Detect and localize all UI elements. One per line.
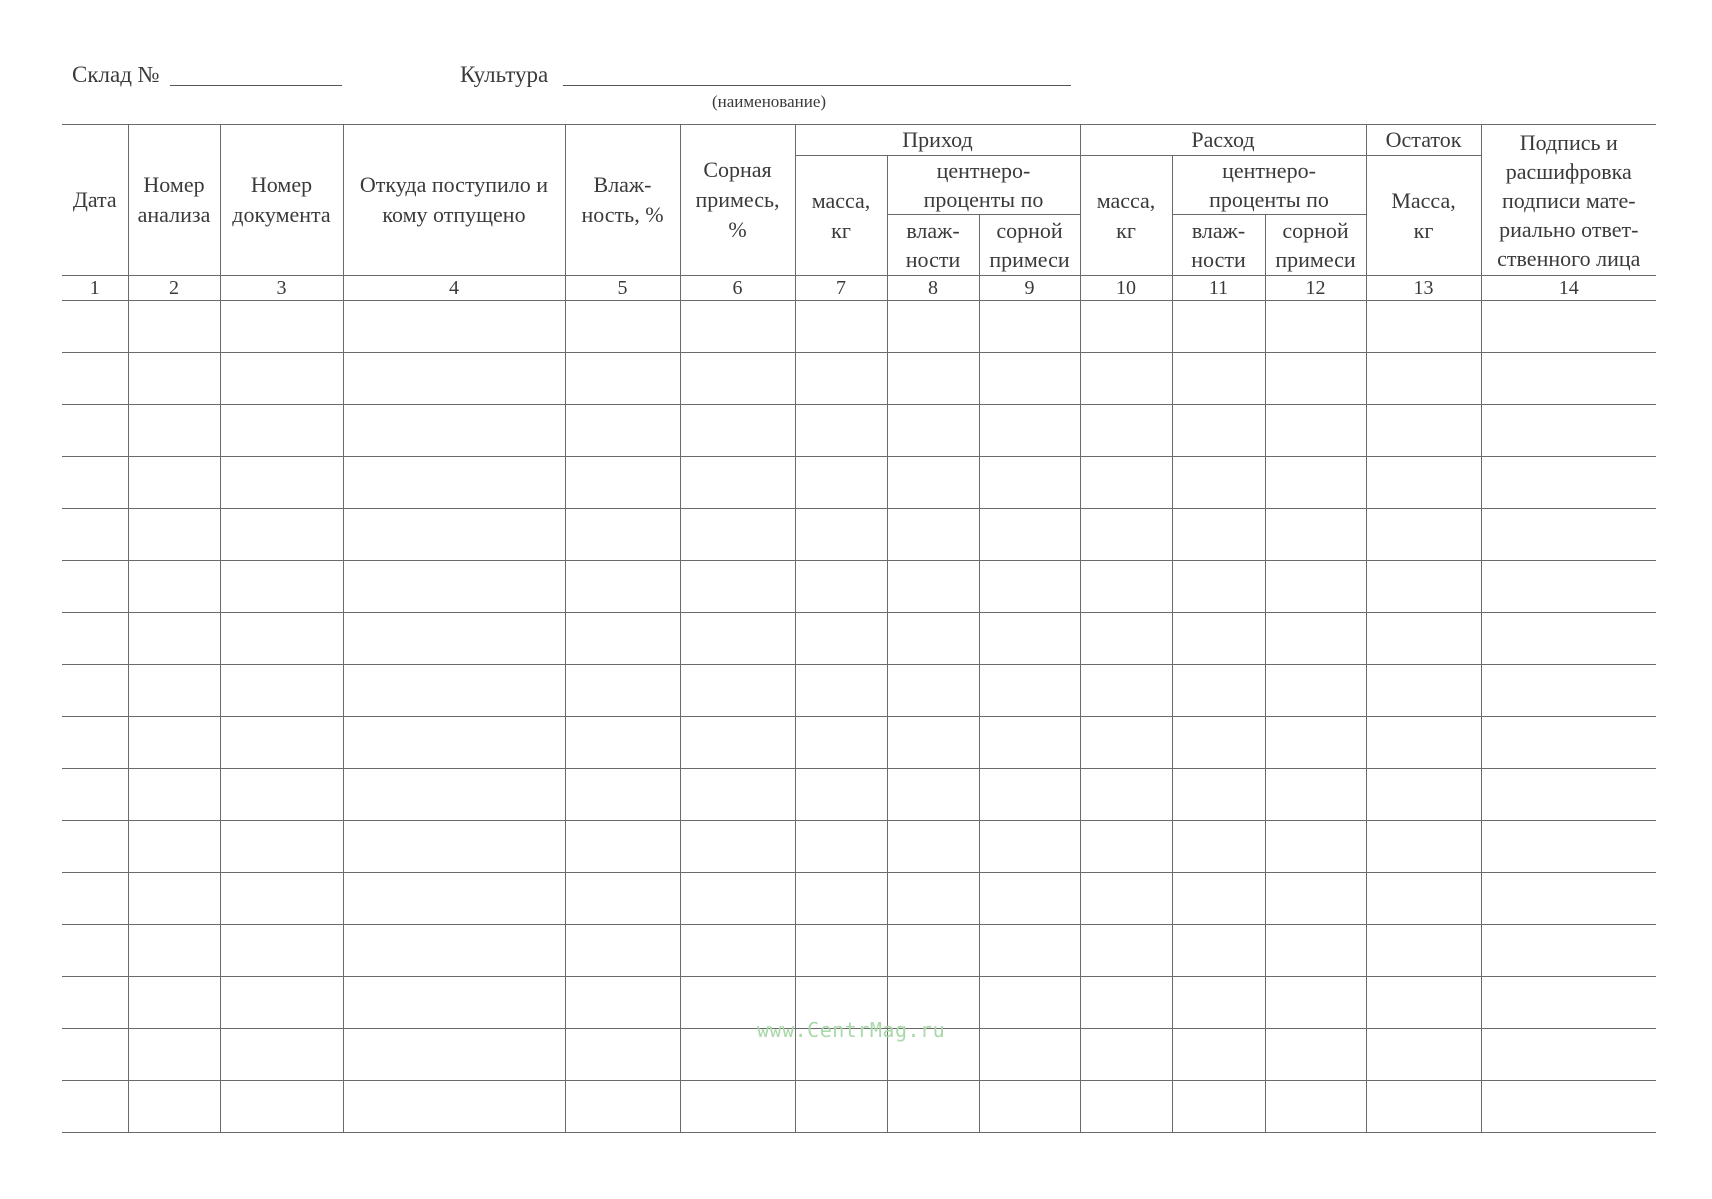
table-cell[interactable] [979,717,1080,769]
table-row [62,717,1656,769]
table-cell[interactable] [887,873,979,925]
column-number: 13 [1366,276,1481,301]
table-cell[interactable] [220,1029,343,1081]
table-cell[interactable] [1366,613,1481,665]
column-number: 10 [1080,276,1172,301]
table-cell[interactable] [62,821,128,873]
table-cell[interactable] [1481,509,1656,561]
table-cell[interactable] [1366,925,1481,977]
table-cell[interactable] [1080,509,1172,561]
table-cell[interactable] [62,717,128,769]
table-cell[interactable] [680,301,795,353]
table-cell[interactable] [680,665,795,717]
column-number: 12 [1265,276,1366,301]
table-cell[interactable] [343,353,565,405]
table-row [62,873,1656,925]
table-cell[interactable] [1265,457,1366,509]
table-cell[interactable] [1265,821,1366,873]
table-cell[interactable] [62,769,128,821]
table-cell[interactable] [1172,977,1265,1029]
table-cell[interactable] [1080,665,1172,717]
group-income-header: Приход [795,125,1080,156]
table-cell[interactable] [343,509,565,561]
table-cell[interactable] [1366,665,1481,717]
table-cell[interactable] [795,353,887,405]
table-cell[interactable] [565,873,680,925]
table-cell[interactable] [62,1029,128,1081]
table-cell[interactable] [979,1029,1080,1081]
table-cell[interactable] [128,457,220,509]
table-cell[interactable] [887,457,979,509]
table-cell[interactable] [1366,457,1481,509]
table-cell[interactable] [979,613,1080,665]
table-cell[interactable] [680,769,795,821]
table-cell[interactable] [680,873,795,925]
table-cell[interactable] [62,457,128,509]
table-cell[interactable] [62,301,128,353]
table-cell[interactable] [128,717,220,769]
table-cell[interactable] [565,405,680,457]
table-cell[interactable] [1172,717,1265,769]
table-cell[interactable] [1172,561,1265,613]
table-cell[interactable] [62,561,128,613]
table-cell[interactable] [565,665,680,717]
table-cell[interactable] [887,405,979,457]
table-cell[interactable] [565,509,680,561]
table-cell[interactable] [887,353,979,405]
table-cell[interactable] [1366,769,1481,821]
table-cell[interactable] [343,873,565,925]
table-cell[interactable] [795,821,887,873]
column-number: 7 [795,276,887,301]
table-cell[interactable] [1265,613,1366,665]
table-cell[interactable] [62,873,128,925]
table-cell[interactable] [887,769,979,821]
table-cell[interactable] [1172,457,1265,509]
column-number: 11 [1172,276,1265,301]
table-cell[interactable] [979,353,1080,405]
table-cell[interactable] [1080,717,1172,769]
table-cell[interactable] [1172,1081,1265,1133]
table-cell[interactable] [887,1081,979,1133]
table-cell[interactable] [1080,925,1172,977]
table-cell[interactable] [1265,1029,1366,1081]
table-cell[interactable] [220,925,343,977]
table-cell[interactable] [795,1081,887,1133]
table-row [62,509,1656,561]
table-cell[interactable] [979,457,1080,509]
table-cell[interactable] [1172,301,1265,353]
table-cell[interactable] [220,613,343,665]
table-cell[interactable] [343,821,565,873]
table-cell[interactable] [62,925,128,977]
watermark: www.CentrMag.ru [757,1018,946,1042]
income-by-moisture-header: влаж- ности [887,215,979,276]
table-cell[interactable] [1265,925,1366,977]
table-cell[interactable] [220,977,343,1029]
table-cell[interactable] [128,925,220,977]
table-cell[interactable] [220,769,343,821]
table-cell[interactable] [887,561,979,613]
table-cell[interactable] [1366,561,1481,613]
table-cell[interactable] [128,821,220,873]
table-cell[interactable] [343,561,565,613]
table-cell[interactable] [565,301,680,353]
income-by-impurity-header: сорной примеси [979,215,1080,276]
table-cell[interactable] [1080,1081,1172,1133]
table-cell[interactable] [220,1081,343,1133]
table-cell[interactable] [979,301,1080,353]
table-cell[interactable] [1366,509,1481,561]
table-cell[interactable] [887,821,979,873]
column-number: 9 [979,276,1080,301]
table-cell[interactable] [220,873,343,925]
table-cell[interactable] [887,613,979,665]
table-cell[interactable] [1481,821,1656,873]
table-cell[interactable] [1172,613,1265,665]
column-number: 14 [1481,276,1656,301]
table-cell[interactable] [680,509,795,561]
table-cell[interactable] [1172,821,1265,873]
table-cell[interactable] [343,613,565,665]
table-cell[interactable] [887,925,979,977]
table-cell[interactable] [1481,1029,1656,1081]
table-cell[interactable] [343,1029,565,1081]
table-cell[interactable] [680,613,795,665]
table-cell[interactable] [565,561,680,613]
table-cell[interactable] [795,509,887,561]
table-cell[interactable] [979,561,1080,613]
table-cell[interactable] [220,509,343,561]
column-number: 5 [565,276,680,301]
table-cell[interactable] [795,769,887,821]
table-cell[interactable] [680,717,795,769]
table-cell[interactable] [1172,873,1265,925]
table-cell[interactable] [1172,405,1265,457]
table-row [62,457,1656,509]
table-cell[interactable] [680,353,795,405]
table-cell[interactable] [343,769,565,821]
table-cell[interactable] [979,405,1080,457]
table-cell[interactable] [795,665,887,717]
table-cell[interactable] [1172,665,1265,717]
table-cell[interactable] [1481,665,1656,717]
table-cell[interactable] [343,1081,565,1133]
table-cell[interactable] [979,821,1080,873]
table-cell[interactable] [128,1081,220,1133]
table-row [62,561,1656,613]
table-cell[interactable] [343,977,565,1029]
column-number: 8 [887,276,979,301]
table-cell[interactable] [1265,561,1366,613]
col-moisture-header: Влаж- ность, % [565,125,680,276]
col-analysis-no-header: Номер анализа [128,125,220,276]
table-cell[interactable] [1080,977,1172,1029]
table-cell[interactable] [1080,821,1172,873]
crop-name-field[interactable] [563,85,1071,86]
table-cell[interactable] [1481,613,1656,665]
table-cell[interactable] [1080,457,1172,509]
table-row [62,613,1656,665]
expense-by-moisture-header: влаж- ности [1172,215,1265,276]
table-cell[interactable] [680,405,795,457]
table-cell[interactable] [1481,353,1656,405]
table-cell[interactable] [128,665,220,717]
table-cell[interactable] [979,1081,1080,1133]
table-cell[interactable] [887,665,979,717]
table-cell[interactable] [62,665,128,717]
expense-by-impurity-header: сорной примеси [1265,215,1366,276]
col-impurity-header: Сорная примесь, % [680,125,795,276]
table-cell[interactable] [565,1029,680,1081]
table-cell[interactable] [128,301,220,353]
table-row [62,1081,1656,1133]
table-cell[interactable] [1172,925,1265,977]
table-row [62,769,1656,821]
table-cell[interactable] [220,405,343,457]
table-cell[interactable] [1481,925,1656,977]
table-cell[interactable] [62,405,128,457]
col-document-no-header: Номер документа [220,125,343,276]
table-cell[interactable] [1366,1081,1481,1133]
table-cell[interactable] [62,613,128,665]
table-cell[interactable] [1481,301,1656,353]
table-cell[interactable] [1366,1029,1481,1081]
table-cell[interactable] [1265,509,1366,561]
table-cell[interactable] [1080,873,1172,925]
table-cell[interactable] [343,301,565,353]
table-cell[interactable] [1265,353,1366,405]
table-cell[interactable] [220,457,343,509]
table-cell[interactable] [979,873,1080,925]
table-cell[interactable] [1080,561,1172,613]
table-cell[interactable] [680,925,795,977]
table-cell[interactable] [343,405,565,457]
table-cell[interactable] [1080,1029,1172,1081]
table-cell[interactable] [128,613,220,665]
table-cell[interactable] [1366,301,1481,353]
table-cell[interactable] [128,873,220,925]
col-signature-header: Подпись и расшифровка подписи мате- риально ответ- ственного лица [1481,125,1656,276]
table-cell[interactable] [220,717,343,769]
table-cell[interactable] [128,977,220,1029]
table-row [62,353,1656,405]
table-cell[interactable] [565,457,680,509]
table-cell[interactable] [128,405,220,457]
table-row [62,925,1656,977]
table-cell[interactable] [887,509,979,561]
table-cell[interactable] [1481,977,1656,1029]
table-cell[interactable] [795,561,887,613]
table-cell[interactable] [1481,873,1656,925]
col-source-dest-header: Откуда поступило и кому отпущено [343,125,565,276]
table-cell[interactable] [795,613,887,665]
table-cell[interactable] [795,925,887,977]
table-cell[interactable] [565,1081,680,1133]
table-cell[interactable] [1080,613,1172,665]
warehouse-number-field[interactable] [170,85,342,86]
table-cell[interactable] [979,509,1080,561]
table-cell[interactable] [128,353,220,405]
table-cell[interactable] [979,977,1080,1029]
table-cell[interactable] [62,1081,128,1133]
table-cell[interactable] [1481,1081,1656,1133]
column-number: 1 [62,276,128,301]
group-balance-header: Остаток [1366,125,1481,156]
table-cell[interactable] [680,561,795,613]
table-cell[interactable] [343,925,565,977]
table-cell[interactable] [1172,1029,1265,1081]
table-cell[interactable] [62,509,128,561]
table-cell[interactable] [795,873,887,925]
table-cell[interactable] [220,561,343,613]
group-expense-header: Расход [1080,125,1366,156]
table-cell[interactable] [62,977,128,1029]
table-cell[interactable] [128,561,220,613]
table-cell[interactable] [1366,977,1481,1029]
table-cell[interactable] [565,769,680,821]
table-cell[interactable] [1265,405,1366,457]
col-date-header: Дата [62,125,128,276]
table-cell[interactable] [1265,301,1366,353]
table-cell[interactable] [979,769,1080,821]
table-cell[interactable] [1265,665,1366,717]
table-cell[interactable] [1080,353,1172,405]
table-cell[interactable] [887,301,979,353]
table-cell[interactable] [220,821,343,873]
expense-centner-pct-header: центнеро- проценты по [1172,156,1366,215]
column-number: 6 [680,276,795,301]
table-cell[interactable] [1366,717,1481,769]
table-cell[interactable] [1080,769,1172,821]
income-centner-pct-header: центнеро- проценты по [887,156,1080,215]
table-cell[interactable] [680,1081,795,1133]
column-number: 3 [220,276,343,301]
table-cell[interactable] [1265,873,1366,925]
warehouse-label: Склад № [72,62,160,87]
table-cell[interactable] [565,925,680,977]
table-cell[interactable] [1265,717,1366,769]
table-cell[interactable] [680,457,795,509]
expense-mass-header: масса, кг [1080,156,1172,276]
table-row [62,301,1656,353]
table-cell[interactable] [1481,457,1656,509]
table-cell[interactable] [1366,353,1481,405]
table-cell[interactable] [1366,821,1481,873]
column-number-row [62,276,1656,301]
table-cell[interactable] [128,509,220,561]
table-cell[interactable] [795,457,887,509]
journal-body [62,301,1656,1133]
table-cell[interactable] [62,353,128,405]
table-cell[interactable] [565,977,680,1029]
table-cell[interactable] [795,405,887,457]
table-cell[interactable] [1481,769,1656,821]
table-cell[interactable] [1481,405,1656,457]
table-cell[interactable] [979,665,1080,717]
table-cell[interactable] [565,353,680,405]
table-cell[interactable] [1172,353,1265,405]
balance-mass-header: Масса, кг [1366,156,1481,276]
table-cell[interactable] [128,1029,220,1081]
table-cell[interactable] [795,717,887,769]
table-row [62,665,1656,717]
table-row [62,405,1656,457]
crop-name-caption: (наименование) [712,92,827,111]
table-cell[interactable] [565,613,680,665]
income-mass-header: масса, кг [795,156,887,276]
table-cell[interactable] [979,925,1080,977]
table-cell[interactable] [680,821,795,873]
table-cell[interactable] [343,457,565,509]
table-cell[interactable] [1366,873,1481,925]
crop-label: Культура [460,62,549,87]
table-cell[interactable] [343,717,565,769]
table-cell[interactable] [1265,769,1366,821]
column-number: 4 [343,276,565,301]
table-cell[interactable] [220,301,343,353]
table-cell[interactable] [1080,405,1172,457]
table-cell[interactable] [1080,301,1172,353]
column-number: 2 [128,276,220,301]
table-cell[interactable] [343,665,565,717]
table-cell[interactable] [1481,561,1656,613]
table-cell[interactable] [1172,509,1265,561]
table-cell[interactable] [1481,717,1656,769]
table-cell[interactable] [795,301,887,353]
table-cell[interactable] [220,665,343,717]
table-cell[interactable] [1265,1081,1366,1133]
table-cell[interactable] [1265,977,1366,1029]
table-cell[interactable] [128,769,220,821]
table-cell[interactable] [1172,769,1265,821]
table-cell[interactable] [565,821,680,873]
table-cell[interactable] [887,717,979,769]
table-row [62,821,1656,873]
journal-table [62,124,1656,1133]
table-cell[interactable] [220,353,343,405]
table-cell[interactable] [565,717,680,769]
table-cell[interactable] [1366,405,1481,457]
